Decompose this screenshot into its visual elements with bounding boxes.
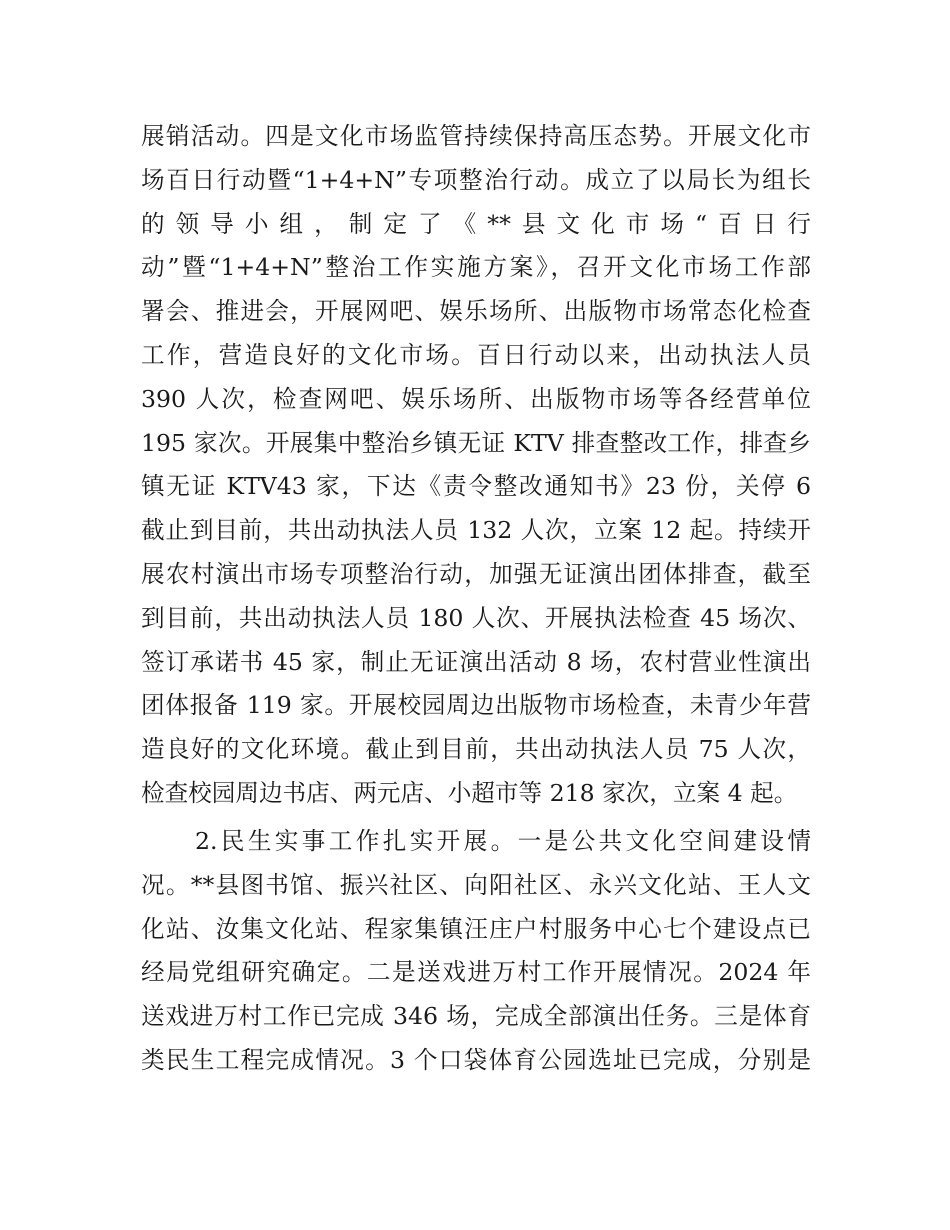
text-line: 况。**县图书馆、振兴社区、向阳社区、永兴文化站、王人文 — [141, 870, 811, 899]
text-line: 化站、汝集文化站、程家集镇汪庄户村服务中心七个建设点已 — [141, 914, 811, 943]
text-line: 2.民生实事工作扎实开展。一是公共文化空间建设情 — [141, 827, 811, 855]
text-line: 动”暨“1+4+N”整治工作实施方案》，召开文化市场工作部 — [141, 253, 811, 282]
text-line: 送戏进万村工作已完成 346 场，完成全部演出任务。三是体育 — [141, 1002, 811, 1031]
text-line: 的领导小组，制定了《**县文化市场“百日行 — [141, 209, 811, 238]
text-line: 署会、推进会，开展网吧、娱乐场所、出版物市场常态化检查 — [141, 297, 811, 326]
text-line: 场百日行动暨“1+4+N”专项整治行动。成立了以局长为组长 — [141, 165, 811, 194]
text-line: 镇无证 KTV43 家，下达《责令整改通知书》23 份，关停 6 — [141, 472, 811, 501]
paragraph-livelihood-projects — [141, 820, 811, 1083]
text-line-last: 检查校园周边书店、两元店、小超市等 218 家次，立案 4 起。 — [141, 778, 798, 807]
text-line: 195 家次。开展集中整治乡镇无证 KTV 排查整改工作，排查乡 — [141, 428, 811, 457]
text-line: 团体报备 119 家。开展校园周边出版物市场检查，未青少年营 — [141, 691, 811, 720]
text-line: 签订承诺书 45 家，制止无证演出活动 8 场，农村营业性演出 — [141, 647, 811, 676]
text-line: 到目前，共出动执法人员 180 人次、开展执法检查 45 场次、 — [141, 603, 811, 632]
paragraph-culture-market — [141, 115, 811, 816]
text-line: 经局党组研究确定。二是送戏进万村工作开展情况。2024 年 — [141, 958, 811, 987]
text-line: 类民生工程完成情况。3 个口袋体育公园选址已完成，分别是 — [141, 1045, 811, 1074]
text-line: 截止到目前，共出动执法人员 132 人次，立案 12 起。持续开 — [141, 516, 811, 545]
text-line: 展农村演出市场专项整治行动，加强无证演出团体排查，截至 — [141, 559, 811, 588]
text-line: 390 人次，检查网吧、娱乐场所、出版物市场等各经营单位 — [141, 384, 811, 413]
text-line: 工作，营造良好的文化市场。百日行动以来，出动执法人员 — [141, 340, 811, 369]
text-line: 造良好的文化环境。截止到目前，共出动执法人员 75 人次， — [141, 735, 811, 764]
text-line: 展销活动。四是文化市场监管持续保持高压态势。开展文化市 — [141, 122, 811, 150]
